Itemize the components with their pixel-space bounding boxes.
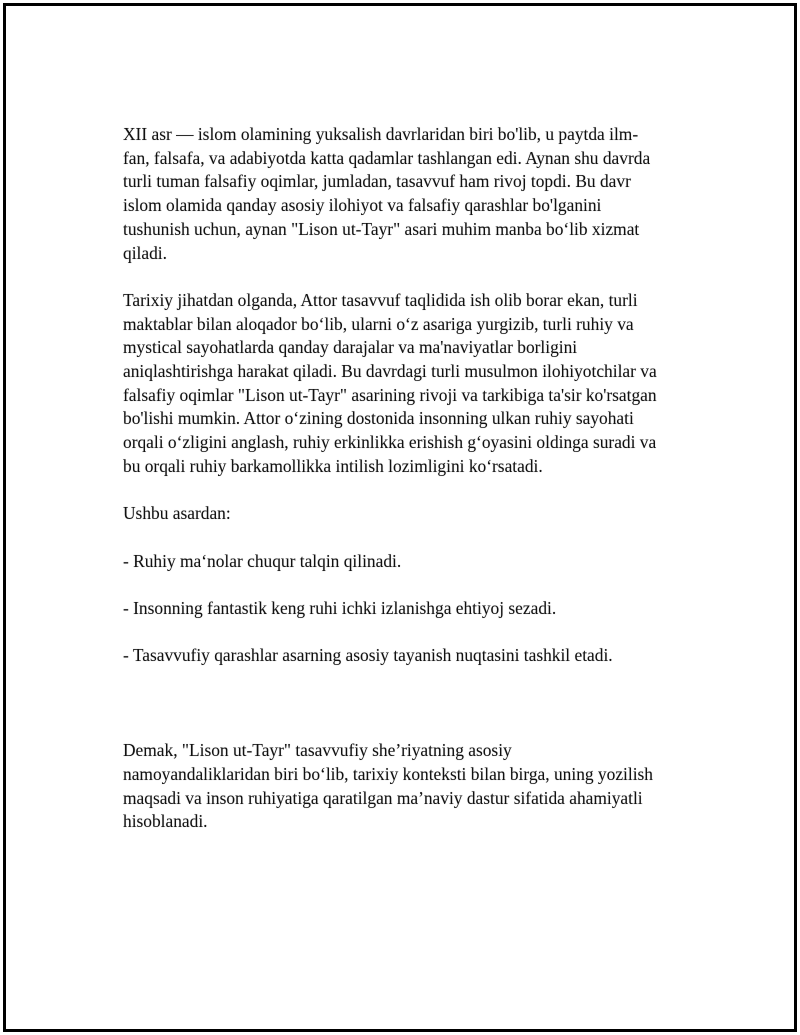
page-frame — [3, 3, 797, 1032]
text-line: bo'lishi mumkin. Attor o‘zining dostonida insonning ulkan ruhiy sayohati — [123, 408, 634, 429]
text-line: turli tuman falsafiy oqimlar, jumladan, tasavvuf ham rivoj topdi. Bu davr — [123, 171, 631, 192]
paragraph-history — [123, 289, 698, 479]
text-line: tushunish uchun, aynan "Lison ut-Tayr" asari muhim manba bo‘lib xizmat — [123, 218, 640, 239]
document-body — [123, 123, 698, 834]
paragraph-conclusion — [123, 739, 698, 834]
text-line: falsafiy oqimlar "Lison ut-Tayr" asarining rivoji va tarkibiga ta'sir ko'rsatgan — [123, 384, 657, 405]
text-line: Demak, "Lison ut-Tayr" tasavvufiy she’riyatning asosiy — [123, 740, 512, 761]
text-line: Tarixiy jihatdan olganda, Attor tasavvuf taqlidida ish olib borar ekan, turli — [123, 289, 638, 310]
text-line: namoyandaliklaridan biri bo‘lib, tarixiy konteksti bilan birga, uning yozilish — [123, 763, 653, 784]
list-item — [123, 597, 698, 621]
text-line: mystical sayohatlarda qanday darajalar va ma'naviyatlar borligini — [123, 337, 578, 358]
text-line: - Ruhiy ma‘nolar chuqur talqin qilinadi. — [123, 550, 402, 571]
text-line: hisoblanadi. — [123, 811, 208, 832]
text-line: Ushbu asardan: — [123, 503, 231, 524]
text-line: fan, falsafa, va adabiyotda katta qadamlar tashlangan edi. Aynan shu davrda — [123, 147, 651, 168]
list-intro-label — [123, 502, 698, 526]
list-item — [123, 550, 698, 574]
text-line: XII asr — islom olamining yuksalish davrlaridan biri bo'lib, u paytda ilm- — [123, 124, 639, 144]
text-line: islom olamida qanday asosiy ilohiyot va falsafiy qarashlar bo'lganini — [123, 195, 602, 216]
text-line: orqali o‘zligini anglash, ruhiy erkinlikka erishish g‘oyasini oldinga suradi va — [123, 432, 657, 453]
text-line: bu orqali ruhiy barkamollikka intilish lozimligini ko‘rsatadi. — [123, 455, 543, 476]
list-item — [123, 644, 698, 668]
text-line: maktablar bilan aloqador bo‘lib, ularni o‘z asariga yurgizib, turli ruhiy va — [123, 313, 634, 334]
text-line: qiladi. — [123, 242, 167, 263]
paragraph-intro — [123, 123, 698, 265]
text-line: - Tasavvufiy qarashlar asarning asosiy tayanish nuqtasini tashkil etadi. — [123, 645, 613, 666]
text-line: - Insonning fantastik keng ruhi ichki izlanishga ehtiyoj sezadi. — [123, 598, 557, 618]
text-line: aniqlashtirishga harakat qiladi. Bu davrdagi turli musulmon ilohiyotchilar va — [123, 361, 657, 382]
text-line: maqsadi va inson ruhiyatiga qaratilgan ma’naviy dastur sifatida ahamiyatli — [123, 787, 643, 808]
